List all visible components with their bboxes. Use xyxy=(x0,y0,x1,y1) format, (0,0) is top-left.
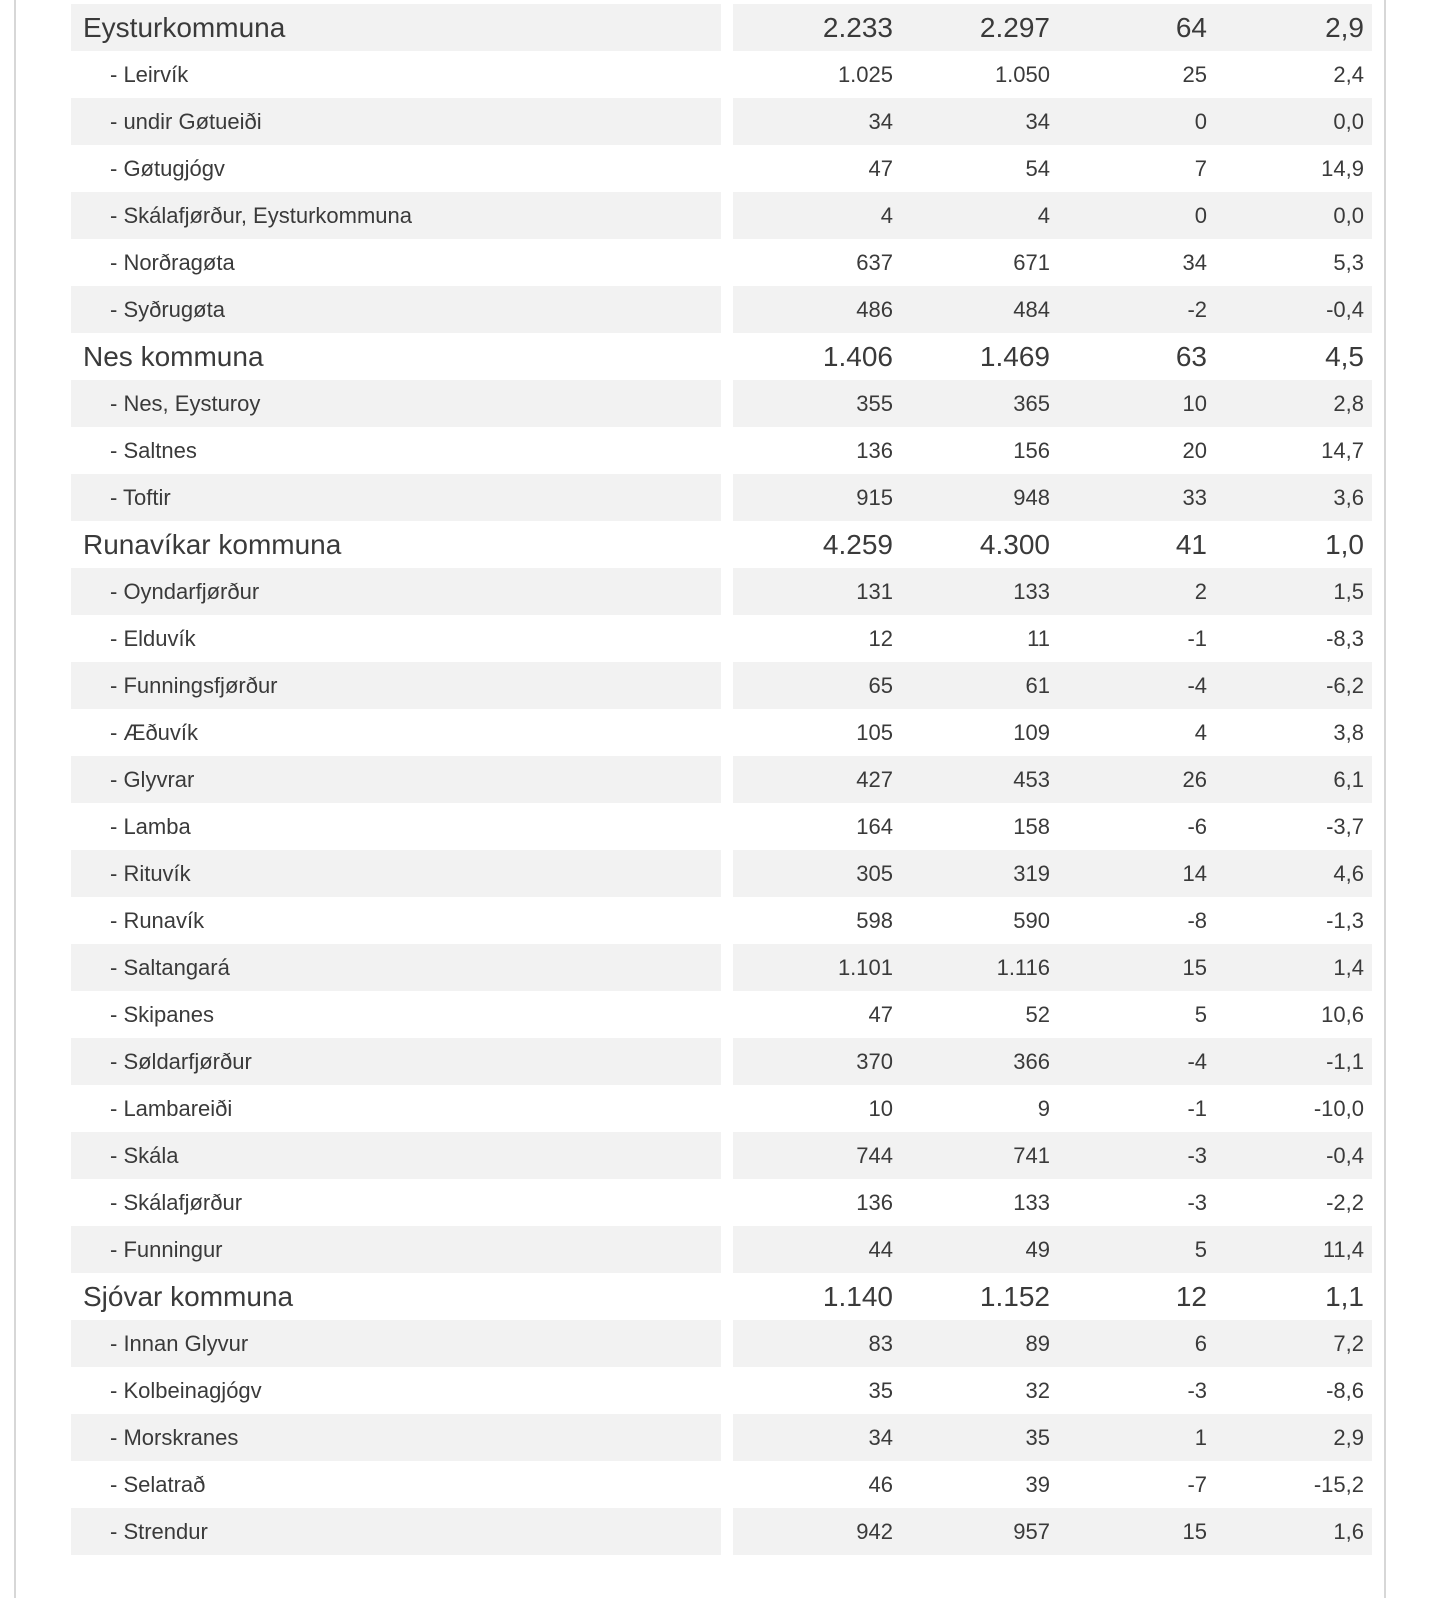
village-row xyxy=(71,98,1372,145)
change-percent: 0,0 xyxy=(1333,108,1364,134)
content-frame xyxy=(14,0,1386,1598)
population-change: -1 xyxy=(1187,625,1207,651)
change-percent: -1,3 xyxy=(1326,907,1364,933)
population-previous: 915 xyxy=(856,484,893,510)
population-previous: 305 xyxy=(856,860,893,886)
change-percent: -2,2 xyxy=(1326,1189,1364,1215)
change-percent: 0,0 xyxy=(1333,202,1364,228)
values-group xyxy=(733,720,1364,746)
values-cell xyxy=(733,1414,1372,1461)
change-percent: 10,6 xyxy=(1321,1001,1364,1027)
change-percent: 2,9 xyxy=(1333,1424,1364,1450)
population-previous: 47 xyxy=(868,155,893,181)
values-cell xyxy=(733,1273,1372,1320)
population-change: 34 xyxy=(1182,249,1207,275)
population-change: 64 xyxy=(1175,11,1207,43)
values-cell xyxy=(733,991,1372,1038)
municipality-name: Runavíkar kommuna xyxy=(83,528,342,560)
population-current: 1.116 xyxy=(996,954,1050,980)
values-cell xyxy=(733,568,1372,615)
village-name: - Funningur xyxy=(71,1226,721,1273)
values-cell xyxy=(733,1132,1372,1179)
change-percent: -8,6 xyxy=(1326,1377,1364,1403)
values-cell xyxy=(733,1461,1372,1508)
population-current: 741 xyxy=(1013,1142,1050,1168)
values-cell xyxy=(733,1085,1372,1132)
values-cell xyxy=(733,1367,1372,1414)
village-name: - Lamba xyxy=(110,813,191,839)
population-previous: 136 xyxy=(856,1189,893,1215)
population-previous: 105 xyxy=(856,719,893,745)
village-row xyxy=(71,662,1372,709)
population-change: 1 xyxy=(1194,1424,1207,1450)
values-cell xyxy=(733,662,1372,709)
population-previous: 47 xyxy=(868,1001,893,1027)
village-row xyxy=(71,1038,1372,1085)
population-change: 4 xyxy=(1194,719,1207,745)
population-current: 133 xyxy=(1013,578,1050,604)
village-name: - Leirvík xyxy=(110,61,189,87)
municipality-name: Sjóvar kommuna xyxy=(83,1280,294,1312)
population-change: -3 xyxy=(1187,1377,1207,1403)
village-row xyxy=(71,286,1372,333)
population-previous: 46 xyxy=(868,1471,893,1497)
population-change: -3 xyxy=(1187,1189,1207,1215)
values-group xyxy=(733,579,1364,605)
population-change: -2 xyxy=(1187,296,1207,322)
village-row xyxy=(71,1461,1372,1508)
values-group xyxy=(733,1425,1364,1451)
population-previous: 131 xyxy=(856,578,893,604)
population-current: 484 xyxy=(1013,296,1050,322)
population-current: 61 xyxy=(1025,672,1050,698)
population-current: 365 xyxy=(1013,390,1050,416)
municipality-name: Nes kommuna xyxy=(83,340,264,372)
values-cell xyxy=(733,803,1372,850)
population-previous: 942 xyxy=(856,1518,893,1544)
population-change: 0 xyxy=(1194,108,1207,134)
values-group xyxy=(733,814,1364,840)
population-change: 14 xyxy=(1182,860,1207,886)
population-current: 156 xyxy=(1013,437,1050,463)
village-name: - Skálafjørður, Eysturkommuna xyxy=(71,192,721,239)
village-row xyxy=(71,380,1372,427)
values-group xyxy=(733,485,1364,511)
population-previous: 370 xyxy=(856,1048,893,1074)
change-percent: -8,3 xyxy=(1326,625,1364,651)
values-cell xyxy=(733,1320,1372,1367)
change-percent: 14,9 xyxy=(1321,155,1364,181)
village-row xyxy=(71,51,1372,98)
values-group xyxy=(733,1331,1364,1357)
village-name: - Søldarfjørður xyxy=(71,1038,721,1085)
values-cell xyxy=(733,1179,1372,1226)
village-name: - Skipanes xyxy=(110,1001,214,1027)
table-body xyxy=(71,4,1372,1555)
population-previous: 10 xyxy=(868,1095,893,1121)
values-group xyxy=(733,626,1364,652)
values-cell xyxy=(733,521,1372,568)
municipality-row xyxy=(71,333,1372,380)
change-percent: -6,2 xyxy=(1326,672,1364,698)
population-change: -7 xyxy=(1187,1471,1207,1497)
change-percent: 1,5 xyxy=(1333,578,1364,604)
values-group xyxy=(733,767,1364,793)
population-previous: 355 xyxy=(856,390,893,416)
village-name: - Glyvrar xyxy=(71,756,721,803)
values-cell xyxy=(733,709,1372,756)
village-name: - Skálafjørður xyxy=(110,1189,243,1215)
values-group xyxy=(733,861,1364,887)
population-change: -4 xyxy=(1187,672,1207,698)
village-row xyxy=(71,427,1372,474)
village-name: - Runavík xyxy=(110,907,205,933)
population-current: 32 xyxy=(1025,1377,1050,1403)
values-cell xyxy=(733,51,1372,98)
values-group xyxy=(733,1519,1364,1545)
population-change: 5 xyxy=(1194,1001,1207,1027)
values-cell xyxy=(733,192,1372,239)
population-previous: 164 xyxy=(856,813,893,839)
village-row xyxy=(71,991,1372,1038)
village-row xyxy=(71,1414,1372,1461)
village-name: - Funningsfjørður xyxy=(71,662,721,709)
population-change: 15 xyxy=(1182,1518,1207,1544)
values-group xyxy=(733,62,1364,88)
population-change: 6 xyxy=(1194,1330,1207,1356)
values-group xyxy=(733,1281,1364,1313)
population-previous: 1.025 xyxy=(837,61,893,87)
population-previous: 34 xyxy=(868,108,893,134)
change-percent: 4,5 xyxy=(1325,340,1364,372)
village-row xyxy=(71,568,1372,615)
values-group xyxy=(733,1049,1364,1075)
municipality-row xyxy=(71,1273,1372,1320)
population-table xyxy=(59,4,1384,1555)
population-previous: 4.259 xyxy=(822,528,893,560)
population-change: -8 xyxy=(1187,907,1207,933)
change-percent: 6,1 xyxy=(1333,766,1364,792)
values-group xyxy=(733,438,1364,464)
population-change: 63 xyxy=(1175,340,1207,372)
change-percent: 1,4 xyxy=(1333,954,1364,980)
population-change: -3 xyxy=(1187,1142,1207,1168)
values-cell xyxy=(733,145,1372,192)
population-current: 9 xyxy=(1037,1095,1050,1121)
values-cell xyxy=(733,380,1372,427)
population-previous: 637 xyxy=(856,249,893,275)
values-group xyxy=(733,1190,1364,1216)
values-cell xyxy=(733,98,1372,145)
values-group xyxy=(733,529,1364,561)
values-group xyxy=(733,341,1364,373)
village-row xyxy=(71,192,1372,239)
population-change: 26 xyxy=(1182,766,1207,792)
village-row xyxy=(71,474,1372,521)
change-percent: 5,3 xyxy=(1333,249,1364,275)
values-group xyxy=(733,250,1364,276)
municipality-name: Eysturkommuna xyxy=(71,4,721,51)
change-percent: 2,8 xyxy=(1333,390,1364,416)
population-current: 4 xyxy=(1037,202,1050,228)
population-change: 25 xyxy=(1182,61,1207,87)
change-percent: 1,6 xyxy=(1333,1518,1364,1544)
values-group xyxy=(733,109,1364,135)
change-percent: 3,8 xyxy=(1333,719,1364,745)
population-current: 590 xyxy=(1013,907,1050,933)
population-previous: 427 xyxy=(856,766,893,792)
population-current: 49 xyxy=(1025,1236,1050,1262)
change-percent: 1,1 xyxy=(1325,1280,1364,1312)
village-name: - Morskranes xyxy=(71,1414,721,1461)
change-percent: 3,6 xyxy=(1333,484,1364,510)
village-name: - Rituvík xyxy=(71,850,721,897)
village-row xyxy=(71,1508,1372,1555)
population-current: 319 xyxy=(1013,860,1050,886)
population-previous: 44 xyxy=(868,1236,893,1262)
population-change: 15 xyxy=(1182,954,1207,980)
population-current: 4.300 xyxy=(979,528,1050,560)
values-group xyxy=(733,908,1364,934)
municipality-row xyxy=(71,4,1372,51)
population-previous: 486 xyxy=(856,296,893,322)
village-row xyxy=(71,1320,1372,1367)
population-current: 11 xyxy=(1027,625,1050,651)
population-change: 2 xyxy=(1194,578,1207,604)
village-row xyxy=(71,1367,1372,1414)
village-name: - undir Gøtueiði xyxy=(71,98,721,145)
population-current: 39 xyxy=(1025,1471,1050,1497)
village-name: - Skála xyxy=(71,1132,721,1179)
change-percent: -0,4 xyxy=(1326,1142,1364,1168)
values-group xyxy=(733,1237,1364,1263)
population-previous: 65 xyxy=(868,672,893,698)
values-group xyxy=(733,203,1364,229)
values-group xyxy=(733,1002,1364,1028)
village-row xyxy=(71,145,1372,192)
population-change: 12 xyxy=(1175,1280,1207,1312)
values-group xyxy=(733,391,1364,417)
village-row xyxy=(71,944,1372,991)
village-row xyxy=(71,1132,1372,1179)
values-group xyxy=(733,12,1364,44)
population-current: 948 xyxy=(1013,484,1050,510)
population-current: 54 xyxy=(1025,155,1050,181)
village-row xyxy=(71,709,1372,756)
population-change: -6 xyxy=(1187,813,1207,839)
population-change: 10 xyxy=(1182,390,1207,416)
village-name: - Oyndarfjørður xyxy=(71,568,721,615)
values-group xyxy=(733,955,1364,981)
population-current: 1.152 xyxy=(979,1280,1050,1312)
village-name: - Æðuvík xyxy=(110,719,199,745)
population-previous: 744 xyxy=(856,1142,893,1168)
village-name: - Elduvík xyxy=(110,625,196,651)
values-cell xyxy=(733,850,1372,897)
population-previous: 4 xyxy=(880,202,893,228)
change-percent: 2,9 xyxy=(1325,11,1364,43)
village-row xyxy=(71,850,1372,897)
population-current: 957 xyxy=(1013,1518,1050,1544)
population-current: 1.050 xyxy=(994,61,1050,87)
values-group xyxy=(733,1096,1364,1122)
population-change: 20 xyxy=(1182,437,1207,463)
village-name: - Kolbeinagjógv xyxy=(110,1377,262,1403)
values-cell xyxy=(733,1038,1372,1085)
population-change: 0 xyxy=(1194,202,1207,228)
population-current: 133 xyxy=(1013,1189,1050,1215)
population-change: 33 xyxy=(1182,484,1207,510)
village-name: - Selatrað xyxy=(110,1471,206,1497)
village-row xyxy=(71,1085,1372,1132)
population-change: 5 xyxy=(1194,1236,1207,1262)
values-cell xyxy=(733,615,1372,662)
change-percent: 11,4 xyxy=(1322,1236,1364,1262)
village-row xyxy=(71,239,1372,286)
village-row xyxy=(71,1179,1372,1226)
village-name: - Innan Glyvur xyxy=(71,1320,721,1367)
change-percent: -0,4 xyxy=(1326,296,1364,322)
values-group xyxy=(733,1143,1364,1169)
values-cell xyxy=(733,1508,1372,1555)
population-current: 671 xyxy=(1013,249,1050,275)
change-percent: -3,7 xyxy=(1326,813,1364,839)
change-percent: -1,1 xyxy=(1326,1048,1364,1074)
change-percent: 4,6 xyxy=(1333,860,1364,886)
values-cell xyxy=(733,4,1372,51)
population-current: 109 xyxy=(1013,719,1050,745)
population-current: 52 xyxy=(1025,1001,1050,1027)
village-row xyxy=(71,803,1372,850)
values-cell xyxy=(733,286,1372,333)
population-previous: 34 xyxy=(868,1424,893,1450)
municipality-row xyxy=(71,521,1372,568)
values-group xyxy=(733,1378,1364,1404)
values-cell xyxy=(733,1226,1372,1273)
change-percent: 1,0 xyxy=(1325,528,1364,560)
population-current: 2.297 xyxy=(979,11,1050,43)
village-name: - Norðragøta xyxy=(110,249,235,275)
population-current: 453 xyxy=(1013,766,1050,792)
population-current: 89 xyxy=(1025,1330,1050,1356)
population-current: 366 xyxy=(1013,1048,1050,1074)
population-change: 7 xyxy=(1194,155,1207,181)
village-row xyxy=(71,615,1372,662)
values-group xyxy=(733,673,1364,699)
village-name: - Syðrugøta xyxy=(71,286,721,333)
population-change: 41 xyxy=(1175,528,1207,560)
population-previous: 1.101 xyxy=(837,954,893,980)
values-cell xyxy=(733,756,1372,803)
village-row xyxy=(71,897,1372,944)
values-cell xyxy=(733,474,1372,521)
population-previous: 83 xyxy=(868,1330,893,1356)
population-previous: 1.140 xyxy=(822,1280,893,1312)
village-row xyxy=(71,756,1372,803)
population-previous: 136 xyxy=(856,437,893,463)
change-percent: -15,2 xyxy=(1313,1471,1364,1497)
values-cell xyxy=(733,427,1372,474)
change-percent: 7,2 xyxy=(1333,1330,1364,1356)
village-name: - Strendur xyxy=(71,1508,721,1555)
village-name: - Toftir xyxy=(71,474,721,521)
values-cell xyxy=(733,239,1372,286)
village-name: - Lambareiði xyxy=(110,1095,233,1121)
change-percent: 2,4 xyxy=(1333,61,1364,87)
population-change: -1 xyxy=(1187,1095,1207,1121)
population-previous: 12 xyxy=(868,625,893,651)
village-name: - Saltnes xyxy=(110,437,197,463)
village-name: - Gøtugjógv xyxy=(110,155,225,181)
values-group xyxy=(733,297,1364,323)
values-group xyxy=(733,1472,1364,1498)
population-current: 1.469 xyxy=(979,340,1050,372)
population-current: 34 xyxy=(1025,108,1050,134)
population-current: 35 xyxy=(1025,1424,1050,1450)
values-cell xyxy=(733,333,1372,380)
values-group xyxy=(733,156,1364,182)
values-cell xyxy=(733,897,1372,944)
village-name: - Nes, Eysturoy xyxy=(71,380,721,427)
change-percent: 14,7 xyxy=(1321,437,1364,463)
population-previous: 2.233 xyxy=(822,11,893,43)
population-previous: 1.406 xyxy=(822,340,893,372)
population-previous: 35 xyxy=(868,1377,893,1403)
population-current: 158 xyxy=(1013,813,1050,839)
change-percent: -10,0 xyxy=(1313,1095,1364,1121)
values-cell xyxy=(733,944,1372,991)
village-name: - Saltangará xyxy=(71,944,721,991)
population-previous: 598 xyxy=(856,907,893,933)
village-row xyxy=(71,1226,1372,1273)
population-change: -4 xyxy=(1187,1048,1207,1074)
